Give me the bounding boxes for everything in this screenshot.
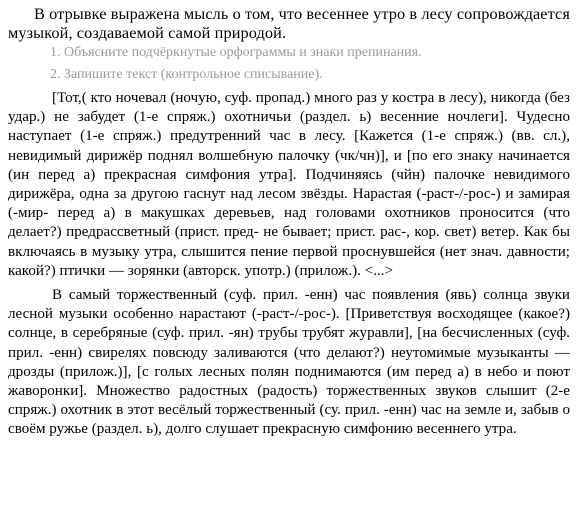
intro-text: В отрывке выражена мысль о том, что весеннее утро в лесу сопровождается музыкой, создаваемой самой природой. xyxy=(8,4,570,42)
text-paragraph-1: [Тот,( кто ночевал (ночую, суф. пропад.) много раз у костра в лесу), никогда (без удар.) не забудет (1-е спряж.) охотничьи (раздел. ь) весенние ночлеги]. Чудесно наступает (1-е спряж.) предутренний час в лесу. [Кажется (1-е спряж.) (вв. сл.), невидимый дирижёр поднял волшебную палочку (чк/чн)], и [по его знаку начинается (ин перед а) прекрасная симфония утра]. Подчиняясь (чйн) палочке невидимого дирижёра, одна за другою гаснут над лесом звёзды. Нарастая (-раст-/-рос-) и замирая (-мир- перед а) в макушках деревьев, над головами охотников проносится (что делает?) предрассветный (прист. пред- не бывает; прист. рас-, кор. свет) ветер. Как бы включаясь в музыку утра, слышится пение первой проснувшейся (нет знач. давности; какой?) птички — зорянки (авторск. употр.) (прилож.). <...> xyxy=(8,90,570,279)
task-2: 2. Запишите текст (контрольное списывание). xyxy=(50,67,323,82)
text-paragraph-2: В самый торжественный (суф. прил. -енн) час появления (явь) солнца звуки лесной музыки особенно нарастают (-раст-/-рос-). [Приветствуя восходящее (какое?) солнце, в серебряные (суф. прил. -ян) трубы трубят журавли], [на бесчисленных (суф. прил. -енн) свирелях повсюду заливаются (что делают?) неутомимые музыканты — дрозды (прилож.)], [с голых лесных полян поднимаются (им перед а) в небо и поют жаворонки]. Множество радостных (радость) торжественных звуков слышит (2-е спряж.) охотник в этот весёлый торжественный (су. прил. -енн) час на земле и, забыв о своём ружье (раздел. ь), долго слушает прекрасную симфонию весеннего утра. xyxy=(8,287,570,438)
task-1: 1. Объясните подчёркнутые орфограммы и знаки препинания. xyxy=(50,45,422,60)
